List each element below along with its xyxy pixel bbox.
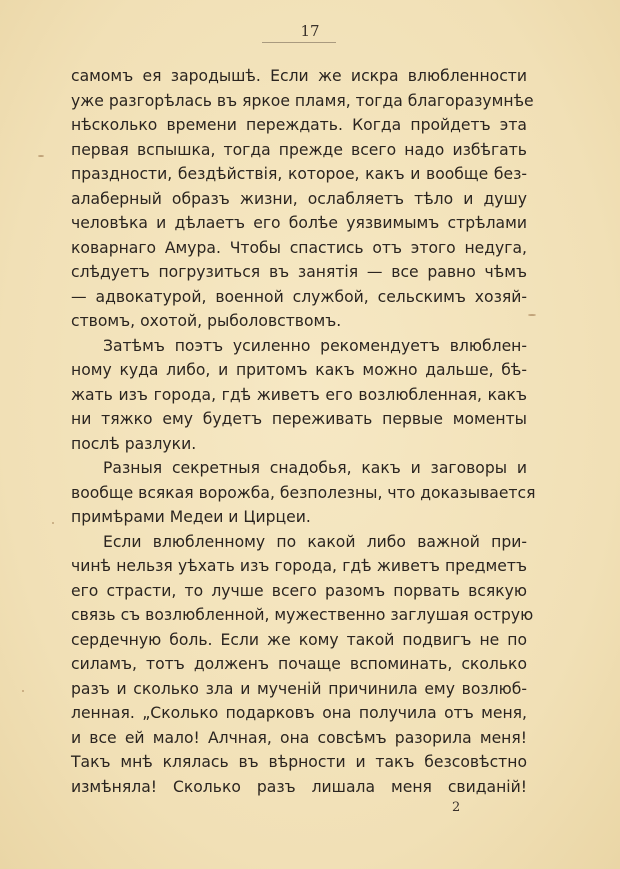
text-line: примѣрами Медеи и Цирцеи. — [71, 508, 311, 526]
text-line: человѣка и дѣлаетъ его болѣе уязвимымъ стрѣлами — [71, 214, 527, 232]
text-line: и все ей мало! Алчная, она совсѣмъ разорила меня! — [71, 728, 527, 747]
text-line: Затѣмъ поэтъ усиленно рекомендуетъ влюблен- — [103, 336, 527, 355]
text-line: ни тяжко ему будетъ переживать первые моменты — [71, 410, 527, 428]
text-line: уже разгорѣлась въ яркое пламя, тогда благоразумнѣе — [71, 91, 534, 110]
text-line: измѣняла! Сколько разъ лишала меня свиданій! — [71, 777, 527, 796]
text-line: ствомъ, охотой, рыболовствомъ. — [71, 312, 342, 330]
text-line: его страсти, то лучше всего разомъ порвать всякую — [71, 581, 527, 600]
text-line: Разныя секретныя снадобья, какъ и заговоры и — [103, 459, 527, 477]
paper-speck — [528, 314, 536, 316]
text-line: послѣ разлуки. — [71, 434, 197, 453]
text-line: алаберный образъ жизни, ослабляетъ тѣло и душу — [71, 189, 527, 208]
signature-mark: 2 — [452, 800, 461, 815]
text-line: сердечную боль. Если же кому такой подвигъ не по — [71, 630, 527, 649]
text-line: ному куда либо, и притомъ какъ можно дальше, бѣ- — [71, 361, 527, 379]
text-line: коварнаго Амура. Чтобы спастись отъ этого недуга, — [71, 238, 527, 257]
text-line: слѣдуетъ погрузиться въ занятія — все равно чѣмъ — [71, 263, 527, 281]
text-line: чинѣ нельзя уѣхать изъ города, гдѣ живетъ предметъ — [71, 557, 527, 575]
text-line: первая вспышка, тогда прежде всего надо избѣгать — [71, 140, 527, 159]
text-line: праздности, бездѣйствія, которое, какъ и вообще без- — [71, 165, 527, 183]
text-line: жать изъ города, гдѣ живетъ его возлюбленная, какъ — [71, 385, 527, 404]
text-line: самомъ ея зародышѣ. Если же искра влюбленности — [71, 67, 527, 85]
header-rule — [262, 42, 336, 43]
paper-speck — [52, 522, 54, 524]
text-line: ленная. „Сколько подарковъ она получила отъ меня, — [71, 704, 527, 722]
text-line: силамъ, тотъ долженъ почаще вспоминать, сколько — [71, 655, 527, 673]
text-line: Такъ мнѣ клялась въ вѣрности и такъ безсовѣстно — [71, 753, 527, 771]
paper-speck — [22, 690, 24, 692]
text-line: разъ и сколько зла и мученій причинила ему возлюб- — [71, 679, 527, 698]
paper-speck — [38, 155, 44, 157]
text-line: Если влюбленному по какой либо важной при- — [103, 532, 527, 551]
text-line: вообще всякая ворожба, безполезны, что доказывается — [71, 483, 536, 502]
text-line: нѣсколько времени переждать. Когда пройдетъ эта — [71, 116, 527, 134]
text-line: — адвокатурой, военной службой, сельскимъ хозяй- — [71, 287, 527, 306]
page-number: 17 — [300, 22, 320, 40]
body-text — [71, 64, 536, 799]
text-line: связь съ возлюбленной, мужественно заглушая острую — [71, 606, 534, 624]
